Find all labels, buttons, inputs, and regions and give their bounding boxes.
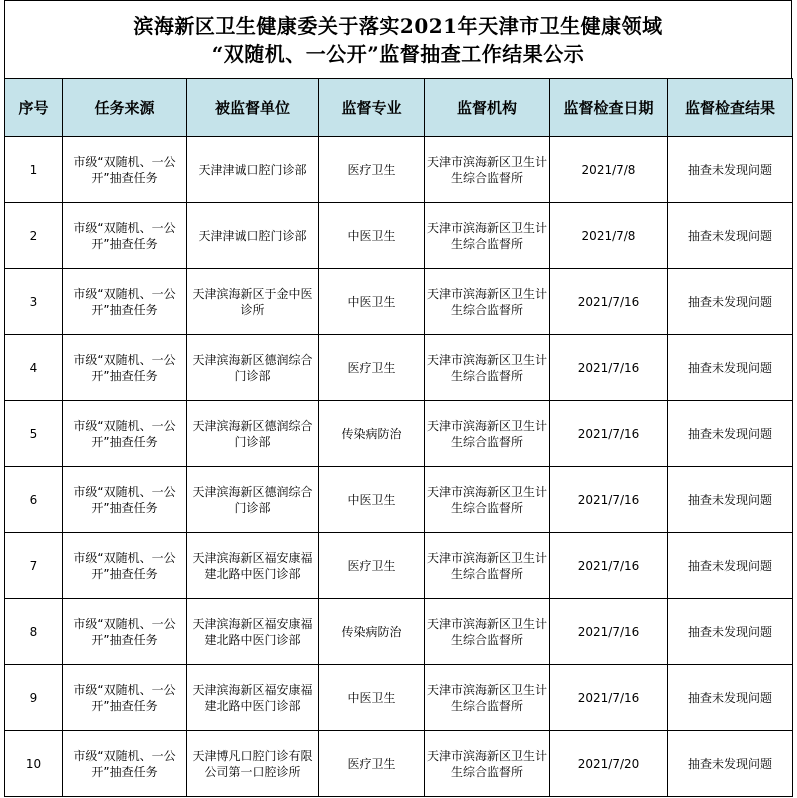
cell-task-source: 市级“双随机、一公开”抽查任务	[63, 731, 187, 797]
cell-agency: 天津市滨海新区卫生计生综合监督所	[425, 203, 550, 269]
cell-inspection-date: 2021/7/20	[550, 731, 668, 797]
header-inspection-result: 监督检查结果	[668, 79, 793, 137]
cell-inspection-result: 抽查未发现问题	[668, 137, 793, 203]
header-no: 序号	[5, 79, 63, 137]
cell-task-source: 市级“双随机、一公开”抽查任务	[63, 203, 187, 269]
cell-no: 9	[5, 665, 63, 731]
cell-task-source: 市级“双随机、一公开”抽查任务	[63, 599, 187, 665]
cell-task-source: 市级“双随机、一公开”抽查任务	[63, 269, 187, 335]
cell-specialty: 医疗卫生	[319, 137, 425, 203]
cell-inspection-date: 2021/7/16	[550, 665, 668, 731]
cell-inspection-result: 抽查未发现问题	[668, 533, 793, 599]
cell-agency: 天津市滨海新区卫生计生综合监督所	[425, 665, 550, 731]
cell-specialty: 中医卫生	[319, 665, 425, 731]
cell-no: 5	[5, 401, 63, 467]
header-supervised-unit: 被监督单位	[187, 79, 319, 137]
cell-agency: 天津市滨海新区卫生计生综合监督所	[425, 269, 550, 335]
cell-agency: 天津市滨海新区卫生计生综合监督所	[425, 401, 550, 467]
cell-supervised-unit: 天津滨海新区福安康福建北路中医门诊部	[187, 533, 319, 599]
document-title	[4, 0, 792, 78]
table-row	[5, 401, 793, 467]
cell-supervised-unit: 天津滨海新区于金中医诊所	[187, 269, 319, 335]
cell-inspection-date: 2021/7/16	[550, 335, 668, 401]
table-header-row	[5, 79, 793, 137]
cell-inspection-result: 抽查未发现问题	[668, 731, 793, 797]
cell-agency: 天津市滨海新区卫生计生综合监督所	[425, 467, 550, 533]
cell-no: 1	[5, 137, 63, 203]
cell-agency: 天津市滨海新区卫生计生综合监督所	[425, 731, 550, 797]
cell-agency: 天津市滨海新区卫生计生综合监督所	[425, 137, 550, 203]
cell-task-source: 市级“双随机、一公开”抽查任务	[63, 137, 187, 203]
cell-specialty: 医疗卫生	[319, 731, 425, 797]
header-agency: 监督机构	[425, 79, 550, 137]
cell-supervised-unit: 天津滨海新区福安康福建北路中医门诊部	[187, 599, 319, 665]
title-line-1: 滨海新区卫生健康委关于落实2021年天津市卫生健康领域	[133, 13, 663, 38]
cell-no: 8	[5, 599, 63, 665]
cell-inspection-date: 2021/7/16	[550, 467, 668, 533]
cell-supervised-unit: 天津滨海新区德润综合门诊部	[187, 467, 319, 533]
header-specialty: 监督专业	[319, 79, 425, 137]
cell-task-source: 市级“双随机、一公开”抽查任务	[63, 467, 187, 533]
cell-supervised-unit: 天津滨海新区德润综合门诊部	[187, 401, 319, 467]
header-inspection-date: 监督检查日期	[550, 79, 668, 137]
cell-specialty: 传染病防治	[319, 401, 425, 467]
cell-inspection-date: 2021/7/16	[550, 599, 668, 665]
cell-inspection-result: 抽查未发现问题	[668, 269, 793, 335]
cell-agency: 天津市滨海新区卫生计生综合监督所	[425, 599, 550, 665]
table-row	[5, 467, 793, 533]
table-row	[5, 203, 793, 269]
cell-supervised-unit: 天津滨海新区福安康福建北路中医门诊部	[187, 665, 319, 731]
table-row	[5, 269, 793, 335]
cell-inspection-date: 2021/7/8	[550, 203, 668, 269]
header-task-source: 任务来源	[63, 79, 187, 137]
table-row	[5, 335, 793, 401]
cell-task-source: 市级“双随机、一公开”抽查任务	[63, 533, 187, 599]
cell-no: 4	[5, 335, 63, 401]
cell-task-source: 市级“双随机、一公开”抽查任务	[63, 335, 187, 401]
cell-inspection-date: 2021/7/8	[550, 137, 668, 203]
results-table	[4, 78, 793, 797]
cell-inspection-result: 抽查未发现问题	[668, 665, 793, 731]
cell-supervised-unit: 天津博凡口腔门诊有限公司第一口腔诊所	[187, 731, 319, 797]
cell-no: 6	[5, 467, 63, 533]
cell-task-source: 市级“双随机、一公开”抽查任务	[63, 401, 187, 467]
cell-inspection-result: 抽查未发现问题	[668, 599, 793, 665]
table-row	[5, 665, 793, 731]
cell-no: 2	[5, 203, 63, 269]
cell-inspection-result: 抽查未发现问题	[668, 401, 793, 467]
cell-specialty: 传染病防治	[319, 599, 425, 665]
cell-agency: 天津市滨海新区卫生计生综合监督所	[425, 533, 550, 599]
cell-specialty: 医疗卫生	[319, 533, 425, 599]
cell-inspection-result: 抽查未发现问题	[668, 335, 793, 401]
cell-supervised-unit: 天津滨海新区德润综合门诊部	[187, 335, 319, 401]
cell-no: 10	[5, 731, 63, 797]
cell-specialty: 医疗卫生	[319, 335, 425, 401]
table-row	[5, 731, 793, 797]
cell-inspection-date: 2021/7/16	[550, 401, 668, 467]
cell-specialty: 中医卫生	[319, 269, 425, 335]
table-row	[5, 599, 793, 665]
cell-no: 3	[5, 269, 63, 335]
cell-no: 7	[5, 533, 63, 599]
cell-supervised-unit: 天津津诚口腔门诊部	[187, 137, 319, 203]
cell-task-source: 市级“双随机、一公开”抽查任务	[63, 665, 187, 731]
cell-agency: 天津市滨海新区卫生计生综合监督所	[425, 335, 550, 401]
table-row	[5, 137, 793, 203]
cell-inspection-date: 2021/7/16	[550, 533, 668, 599]
cell-inspection-date: 2021/7/16	[550, 269, 668, 335]
cell-inspection-result: 抽查未发现问题	[668, 467, 793, 533]
cell-inspection-result: 抽查未发现问题	[668, 203, 793, 269]
title-line-2: “双随机、一公开”监督抽查工作结果公示	[211, 41, 585, 66]
cell-specialty: 中医卫生	[319, 467, 425, 533]
cell-supervised-unit: 天津津诚口腔门诊部	[187, 203, 319, 269]
cell-specialty: 中医卫生	[319, 203, 425, 269]
table-row	[5, 533, 793, 599]
